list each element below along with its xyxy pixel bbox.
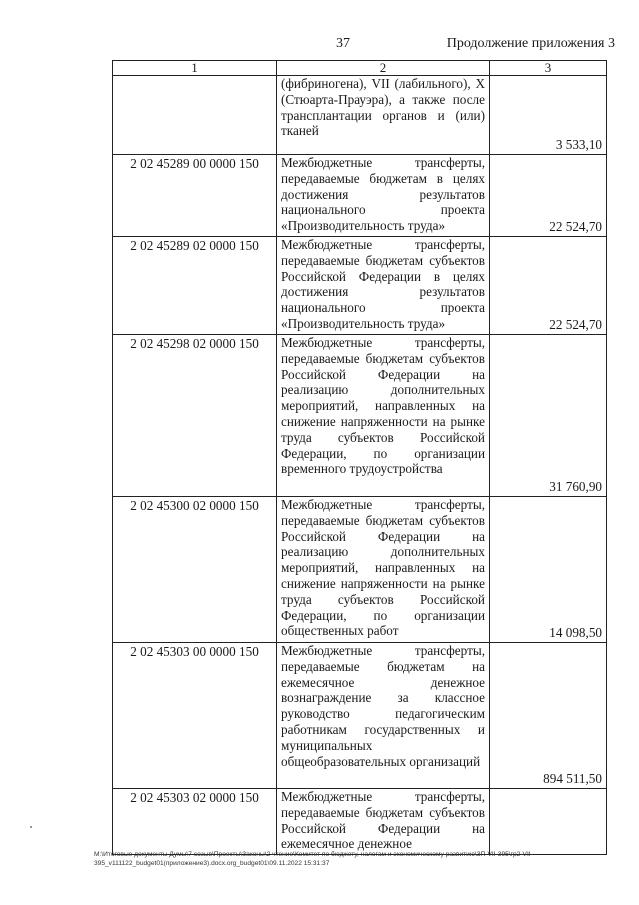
row-amount: 31 760,90 [490,335,607,497]
scan-speck [30,826,32,828]
row-amount: 14 098,50 [490,497,607,643]
table-row [113,237,607,335]
row-code: 2 02 45303 00 0000 150 [113,643,277,789]
document-path-footer: М:\Итоговые документы Думы\7 созыв\Проекты\Законы\2 чтение\Комитет по бюджету, налогам и экономическому развитию\ЗП-VII-395\гр2-VII-395_v111122_budget01(приложение3).docx.org_budget01\09.11.2022 15:31:37 [94,851,533,867]
row-description: Межбюджетные трансферты, передаваемые бюджетам субъектов Российской Федерации на реализацию дополнительных мероприятий, направленных на снижение напряженности на рынке труда субъектов Российской Федерации, по организации временного трудоустройства [277,335,490,497]
page-number: 37 [336,36,350,51]
row-amount: 22 524,70 [490,237,607,335]
table-row [113,155,607,237]
row-amount: 22 524,70 [490,155,607,237]
table-row [113,497,607,643]
continuation-title: Продолжение приложения 3 [446,36,615,51]
row-code [113,76,277,155]
column-header-1: 1 [113,61,277,76]
row-description: (фибриногена), VII (лабильного), X (Стюарта-Прауэра), а также после трансплантации органов и (или) тканей [277,76,490,155]
column-header-3: 3 [490,61,607,76]
row-code: 2 02 45298 02 0000 150 [113,335,277,497]
budget-table [112,60,607,855]
table-row [113,76,607,155]
row-description: Межбюджетные трансферты, передаваемые бюджетам субъектов Российской Федерации в целях достижения результатов национального проекта «Производительность труда» [277,237,490,335]
table-row [113,643,607,789]
column-header-row [113,61,607,76]
row-code: 2 02 45300 02 0000 150 [113,497,277,643]
row-amount: 3 533,10 [490,76,607,155]
row-code: 2 02 45303 02 0000 150 [113,789,277,855]
row-description: Межбюджетные трансферты, передаваемые бюджетам на ежемесячное денежное вознаграждение за классное руководство педагогическим работникам государственных и муниципальных общеобразовательных организаций [277,643,490,789]
row-description: Межбюджетные трансферты, передаваемые бюджетам в целях достижения результатов национального проекта «Производительность труда» [277,155,490,237]
row-description: Межбюджетные трансферты, передаваемые бюджетам субъектов Российской Федерации на реализацию дополнительных мероприятий, направленных на снижение напряженности на рынке труда субъектов Российской Федерации, по организации общественных работ [277,497,490,643]
row-amount [490,789,607,855]
row-code: 2 02 45289 02 0000 150 [113,237,277,335]
table-row [113,335,607,497]
row-amount: 894 511,50 [490,643,607,789]
row-code: 2 02 45289 00 0000 150 [113,155,277,237]
row-description: Межбюджетные трансферты, передаваемые бюджетам субъектов Российской Федерации на ежемесячное денежное [277,789,490,855]
column-header-2: 2 [277,61,490,76]
table-row [113,789,607,855]
